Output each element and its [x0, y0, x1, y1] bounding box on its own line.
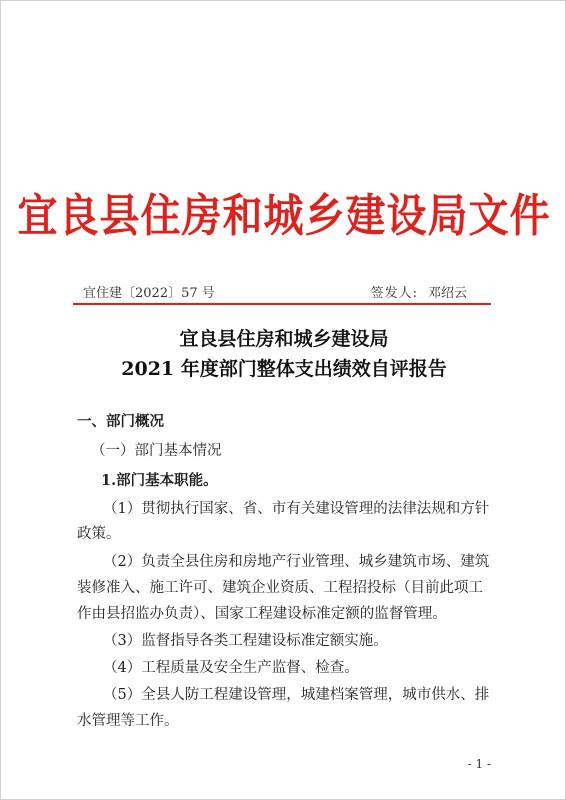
report-title-line1: 宜良县住房和城乡建设局: [179, 328, 389, 350]
section-heading: 一、部门概况: [77, 414, 164, 430]
paragraph-line: （4）工程质量及安全生产监督、检查。: [103, 660, 359, 676]
subsection-heading: （一）部门基本情况: [91, 443, 222, 459]
document-number: 宜住建〔2022〕57 号: [83, 286, 215, 301]
report-title-line2: 2021 年度部门整体支出绩效自评报告: [121, 358, 447, 380]
page-number: - 1 -: [467, 757, 491, 771]
signer-block: [371, 282, 467, 301]
paragraph-line: 水管理等工作。: [77, 713, 179, 729]
header-divider: [73, 303, 491, 305]
signer-label: 签发人:: [370, 286, 418, 301]
paragraph-line: （5）全县人防工程建设管理，城建档案管理，城市供水、排: [103, 687, 490, 703]
item-heading: 1.部门基本职能。: [101, 472, 218, 489]
paragraph-line: 作由县招监办负责）、国家工程建设标准定额的监督管理。: [77, 606, 447, 622]
paragraph-line: 政策。: [77, 526, 121, 542]
paragraph-line: （1）贯彻执行国家、省、市有关建设管理的法律法规和方针: [103, 501, 490, 517]
agency-header-title: 宜良县住房和城乡建设局文件: [17, 190, 551, 243]
paragraph-line: （2）负责全县住房和房地产行业管理、城乡建筑市场、建筑: [103, 554, 490, 570]
paragraph-line: 装修准入、施工许可、建筑企业资质、工程招投标（目前此项工: [77, 580, 483, 596]
signer-name: 邓绍云: [427, 286, 467, 301]
paragraph-line: （3）监督指导各类工程建设标准定额实施。: [103, 633, 388, 649]
